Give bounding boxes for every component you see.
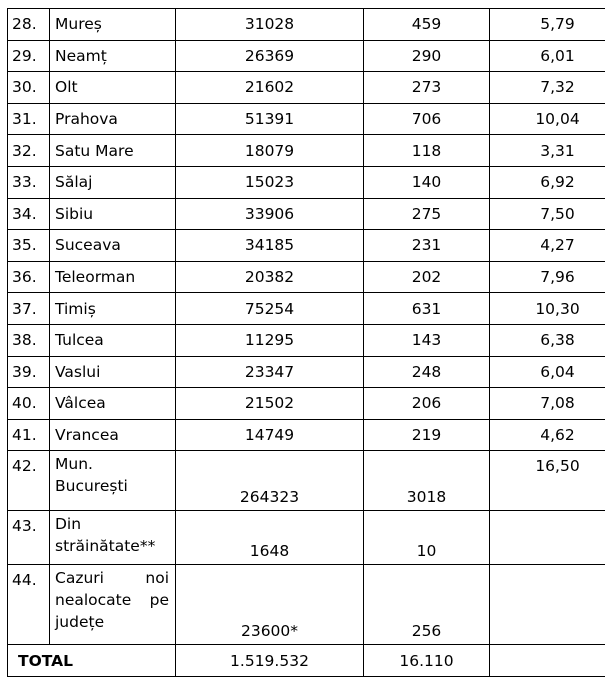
total-deaths: 16.110 <box>364 645 490 677</box>
cell-rate: 10,30 <box>490 293 605 325</box>
row-number: 28. <box>8 9 50 41</box>
cell-cases: 1648 <box>176 511 364 565</box>
county-name: Timiș <box>50 293 176 325</box>
cell-cases: 15023 <box>176 166 364 198</box>
county-name: Tulcea <box>50 324 176 356</box>
row-number: 29. <box>8 40 50 72</box>
county-name <box>50 451 176 511</box>
table-row <box>8 198 605 230</box>
county-name <box>50 511 176 565</box>
cell-rate: 3,31 <box>490 135 605 167</box>
cell-cases: 31028 <box>176 9 364 41</box>
cell-deaths: 273 <box>364 72 490 104</box>
cell-rate: 4,62 <box>490 419 605 451</box>
cell-deaths: 631 <box>364 293 490 325</box>
county-name-line2: București <box>55 477 128 496</box>
cell-deaths: 202 <box>364 261 490 293</box>
cell-deaths: 140 <box>364 166 490 198</box>
total-rate <box>490 645 605 677</box>
county-name: Suceava <box>50 230 176 262</box>
cell-rate: 6,38 <box>490 324 605 356</box>
county-name <box>50 565 176 645</box>
row-number: 31. <box>8 103 50 135</box>
row-number: 43. <box>8 511 50 565</box>
cell-cases: 20382 <box>176 261 364 293</box>
table-row <box>8 230 605 262</box>
cell-cases: 11295 <box>176 324 364 356</box>
table-row <box>8 166 605 198</box>
cell-deaths: 3018 <box>364 451 490 511</box>
table-row <box>8 324 605 356</box>
county-name: Vaslui <box>50 356 176 388</box>
cell-cases: 14749 <box>176 419 364 451</box>
county-name: Mureș <box>50 9 176 41</box>
cell-deaths: 10 <box>364 511 490 565</box>
row-number: 40. <box>8 388 50 420</box>
cell-deaths: 248 <box>364 356 490 388</box>
cell-rate <box>490 565 605 645</box>
cell-cases: 34185 <box>176 230 364 262</box>
cell-rate: 7,96 <box>490 261 605 293</box>
table-row <box>8 356 605 388</box>
cell-deaths: 231 <box>364 230 490 262</box>
county-name: Satu Mare <box>50 135 176 167</box>
table-row <box>8 72 605 104</box>
cell-cases: 51391 <box>176 103 364 135</box>
cell-deaths: 706 <box>364 103 490 135</box>
county-name: Sibiu <box>50 198 176 230</box>
cell-rate: 7,32 <box>490 72 605 104</box>
county-name: Vrancea <box>50 419 176 451</box>
county-name-line3: județe <box>55 613 105 632</box>
cell-cases: 21502 <box>176 388 364 420</box>
county-name-line1: Mun. <box>55 455 93 474</box>
county-name: Sălaj <box>50 166 176 198</box>
row-number: 39. <box>8 356 50 388</box>
cell-rate: 6,92 <box>490 166 605 198</box>
table-row-strainatate <box>8 511 605 565</box>
cell-cases: 23600* <box>176 565 364 645</box>
county-name-line1: Din <box>55 515 82 534</box>
table-row-bucuresti <box>8 451 605 511</box>
cell-cases: 264323 <box>176 451 364 511</box>
county-name-line1: Cazuri noi <box>55 569 169 588</box>
cell-deaths: 118 <box>364 135 490 167</box>
cell-deaths: 290 <box>364 40 490 72</box>
row-number: 37. <box>8 293 50 325</box>
table-row-total <box>8 645 605 677</box>
table-row <box>8 40 605 72</box>
cell-cases: 75254 <box>176 293 364 325</box>
county-name: Prahova <box>50 103 176 135</box>
county-name: Teleorman <box>50 261 176 293</box>
table-row <box>8 261 605 293</box>
county-name-line2: nealocate pe <box>55 591 169 610</box>
table-row <box>8 135 605 167</box>
county-name: Olt <box>50 72 176 104</box>
table-row <box>8 388 605 420</box>
cell-rate: 16,50 <box>490 451 605 511</box>
total-label: TOTAL <box>8 645 176 677</box>
cell-rate: 5,79 <box>490 9 605 41</box>
cell-rate <box>490 511 605 565</box>
cell-deaths: 143 <box>364 324 490 356</box>
county-name: Neamț <box>50 40 176 72</box>
row-number: 32. <box>8 135 50 167</box>
cell-rate: 6,01 <box>490 40 605 72</box>
cell-deaths: 256 <box>364 565 490 645</box>
row-number: 36. <box>8 261 50 293</box>
covid-county-table <box>7 8 605 677</box>
row-number: 33. <box>8 166 50 198</box>
cell-rate: 7,08 <box>490 388 605 420</box>
row-number: 38. <box>8 324 50 356</box>
table-body <box>8 9 605 677</box>
row-number: 44. <box>8 565 50 645</box>
table-row <box>8 419 605 451</box>
table-row <box>8 293 605 325</box>
table-row <box>8 103 605 135</box>
cell-rate: 7,50 <box>490 198 605 230</box>
county-name: Vâlcea <box>50 388 176 420</box>
cell-deaths: 459 <box>364 9 490 41</box>
cell-deaths: 219 <box>364 419 490 451</box>
row-number: 41. <box>8 419 50 451</box>
cell-rate: 10,04 <box>490 103 605 135</box>
cell-deaths: 275 <box>364 198 490 230</box>
cell-rate: 6,04 <box>490 356 605 388</box>
cell-cases: 23347 <box>176 356 364 388</box>
cell-cases: 21602 <box>176 72 364 104</box>
cell-cases: 26369 <box>176 40 364 72</box>
row-number: 34. <box>8 198 50 230</box>
cell-deaths: 206 <box>364 388 490 420</box>
county-name-line2: străinătate** <box>55 537 156 556</box>
cell-cases: 33906 <box>176 198 364 230</box>
row-number: 30. <box>8 72 50 104</box>
table-row-nealocate <box>8 565 605 645</box>
row-number: 35. <box>8 230 50 262</box>
cell-cases: 18079 <box>176 135 364 167</box>
row-number: 42. <box>8 451 50 511</box>
total-cases: 1.519.532 <box>176 645 364 677</box>
table-row <box>8 9 605 41</box>
cell-rate: 4,27 <box>490 230 605 262</box>
